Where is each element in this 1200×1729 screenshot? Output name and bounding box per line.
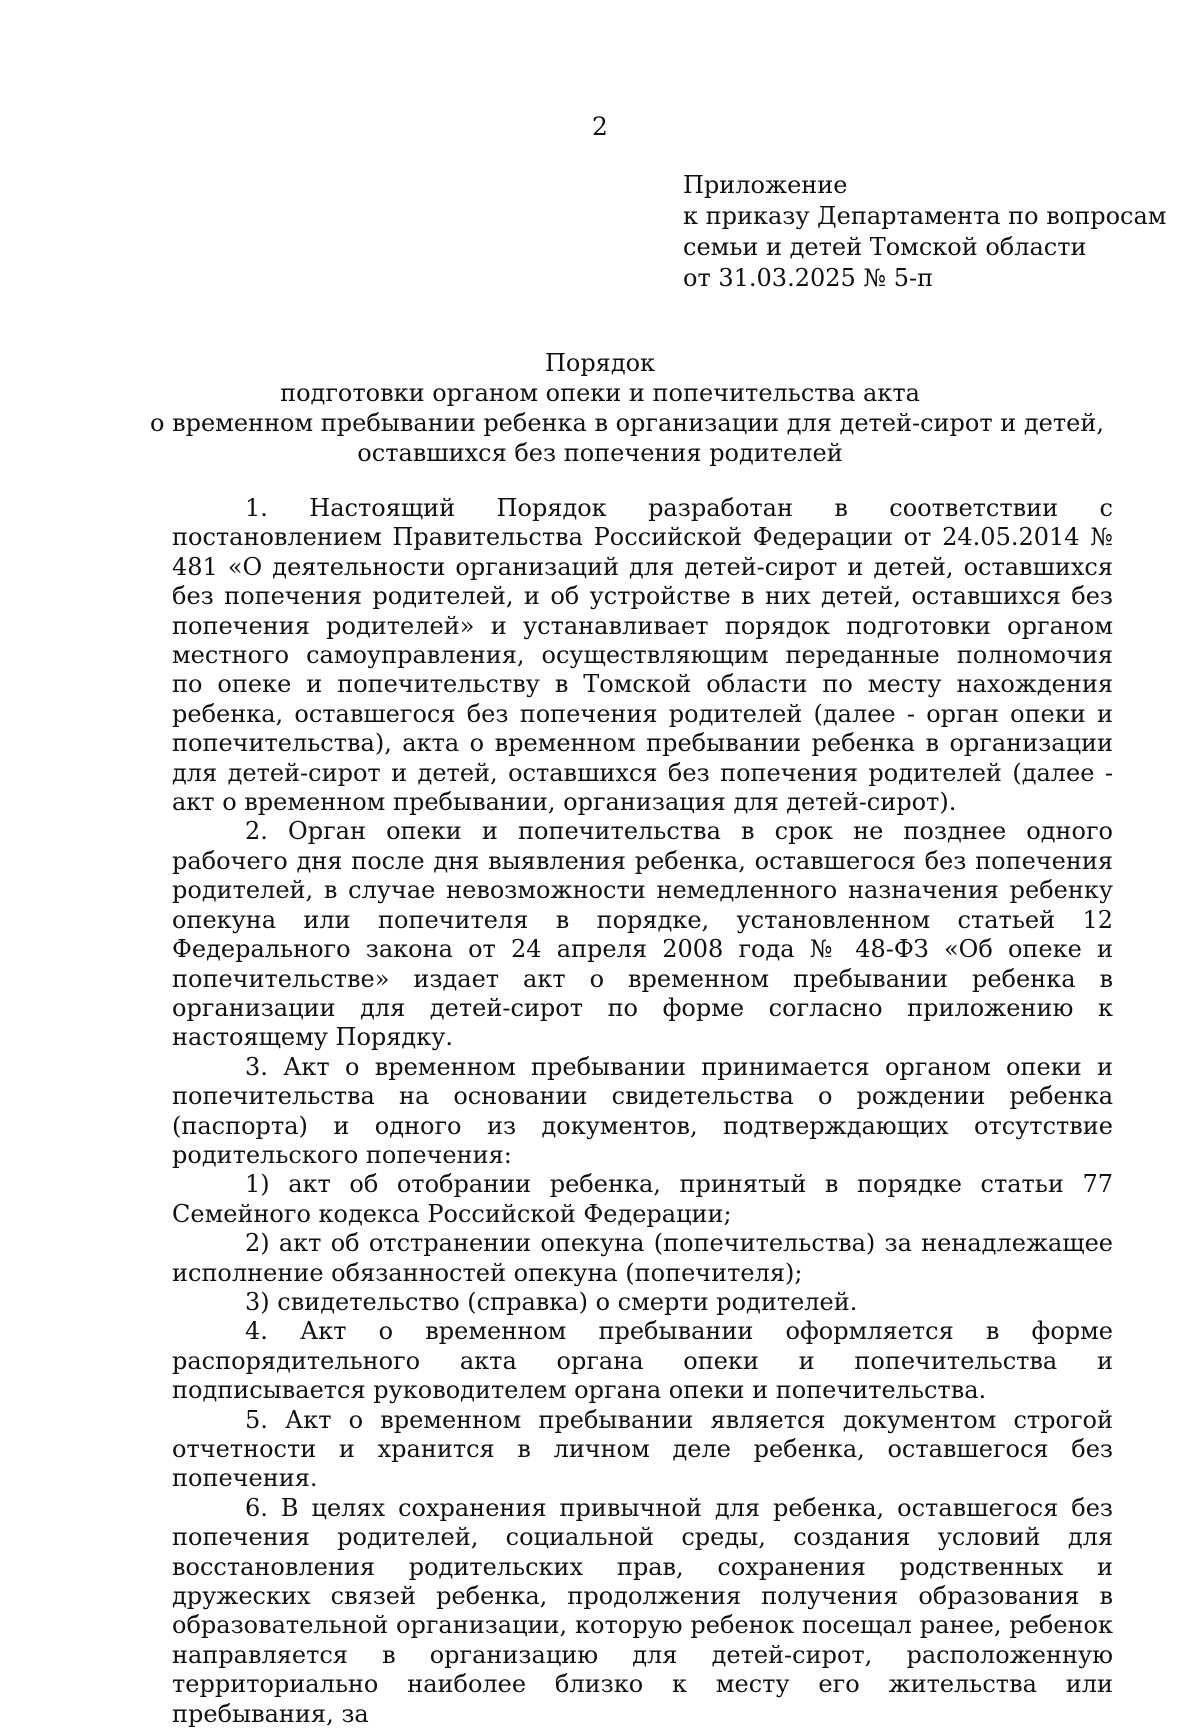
paragraph: 1. Настоящий Порядок разработан в соответствии с постановлением Правительства Российской Федерации от 24.05.2014 № 481 «О деятельности организаций для детей-сирот и детей, оставшихся без попечения родителей, и об устройстве в них детей, оставшихся без попечения родителей» и устанавливает порядок подготовки органом местного самоуправления, осуществляющим переданные полномочия по опеке и попечительству в Томской области по месту нахождения ребенка, оставшегося без попечения родителей (далее - орган опеки и попечительства), акта о временном пребывании ребенка в организации для детей-сирот и детей, оставшихся без попечения родителей (далее - акт о временном пребывании, организация для детей-сирот). bbox=[172, 494, 1113, 817]
paragraph: 3. Акт о временном пребывании принимается органом опеки и попечительства на основании свидетельства о рождении ребенка (паспорта) и одного из документов, подтверждающих отсутствие родительского попечения: bbox=[172, 1052, 1113, 1169]
document-body bbox=[172, 494, 1113, 1729]
paragraph: 2) акт об отстранении опекуна (попечительства) за ненадлежащее исполнение обязанностей опекуна (попечителя); bbox=[172, 1229, 1113, 1287]
paragraph: 1) акт об отобрании ребенка, принятый в порядке статьи 77 Семейного кодекса Российской Федерации; bbox=[172, 1170, 1113, 1228]
paragraph: 2. Орган опеки и попечительства в срок не позднее одного рабочего дня после дня выявления ребенка, оставшегося без попечения родителей, в случае невозможности немедленного назначения ребенку опекуна или попечителя в порядке, установленном статьей 12 Федерального закона от 24 апреля 2008 года № 48-ФЗ «Об опеке и попечительстве» издает акт о временном пребывании ребенка в организации для детей-сирот по форме согласно приложению к настоящему Порядку. bbox=[172, 817, 1113, 1052]
page-number: 2 bbox=[592, 112, 608, 141]
title-line: оставшихся без попечения родителей bbox=[357, 439, 843, 467]
paragraph: 4. Акт о временном пребывании оформляется в форме распорядительного акта органа опеки и попечительства и подписывается руководителем органа опеки и попечительства. bbox=[172, 1317, 1113, 1405]
title-line: Порядок bbox=[544, 349, 656, 377]
title-line: подготовки органом опеки и попечительства акта bbox=[280, 379, 920, 407]
appendix-line: от 31.03.2025 № 5-п bbox=[683, 264, 934, 292]
appendix-header bbox=[683, 170, 1183, 294]
paragraph: 5. Акт о временном пребывании является документом строгой отчетности и хранится в личном деле ребенка, оставшегося без попечения. bbox=[172, 1405, 1113, 1493]
document-title bbox=[150, 348, 1104, 468]
title-line: о временном пребывании ребенка в организации для детей-сирот и детей, bbox=[150, 409, 1104, 437]
paragraph: 6. В целях сохранения привычной для ребенка, оставшегося без попечения родителей, социальной среды, создания условий для восстановления родительских прав, сохранения родственных и дружеских связей ребенка, продолжения получения образования в образовательной организации, которую ребенок посещал ранее, ребенок направляется в организацию для детей-сирот, расположенную территориально наиболее близко к месту его жительства или пребывания, за bbox=[172, 1493, 1113, 1728]
appendix-line: семьи и детей Томской области bbox=[683, 233, 1087, 261]
appendix-line: Приложение bbox=[683, 171, 848, 199]
appendix-line: к приказу Департамента по вопросам bbox=[683, 202, 1167, 230]
paragraph: 3) свидетельство (справка) о смерти родителей. bbox=[245, 1287, 858, 1316]
